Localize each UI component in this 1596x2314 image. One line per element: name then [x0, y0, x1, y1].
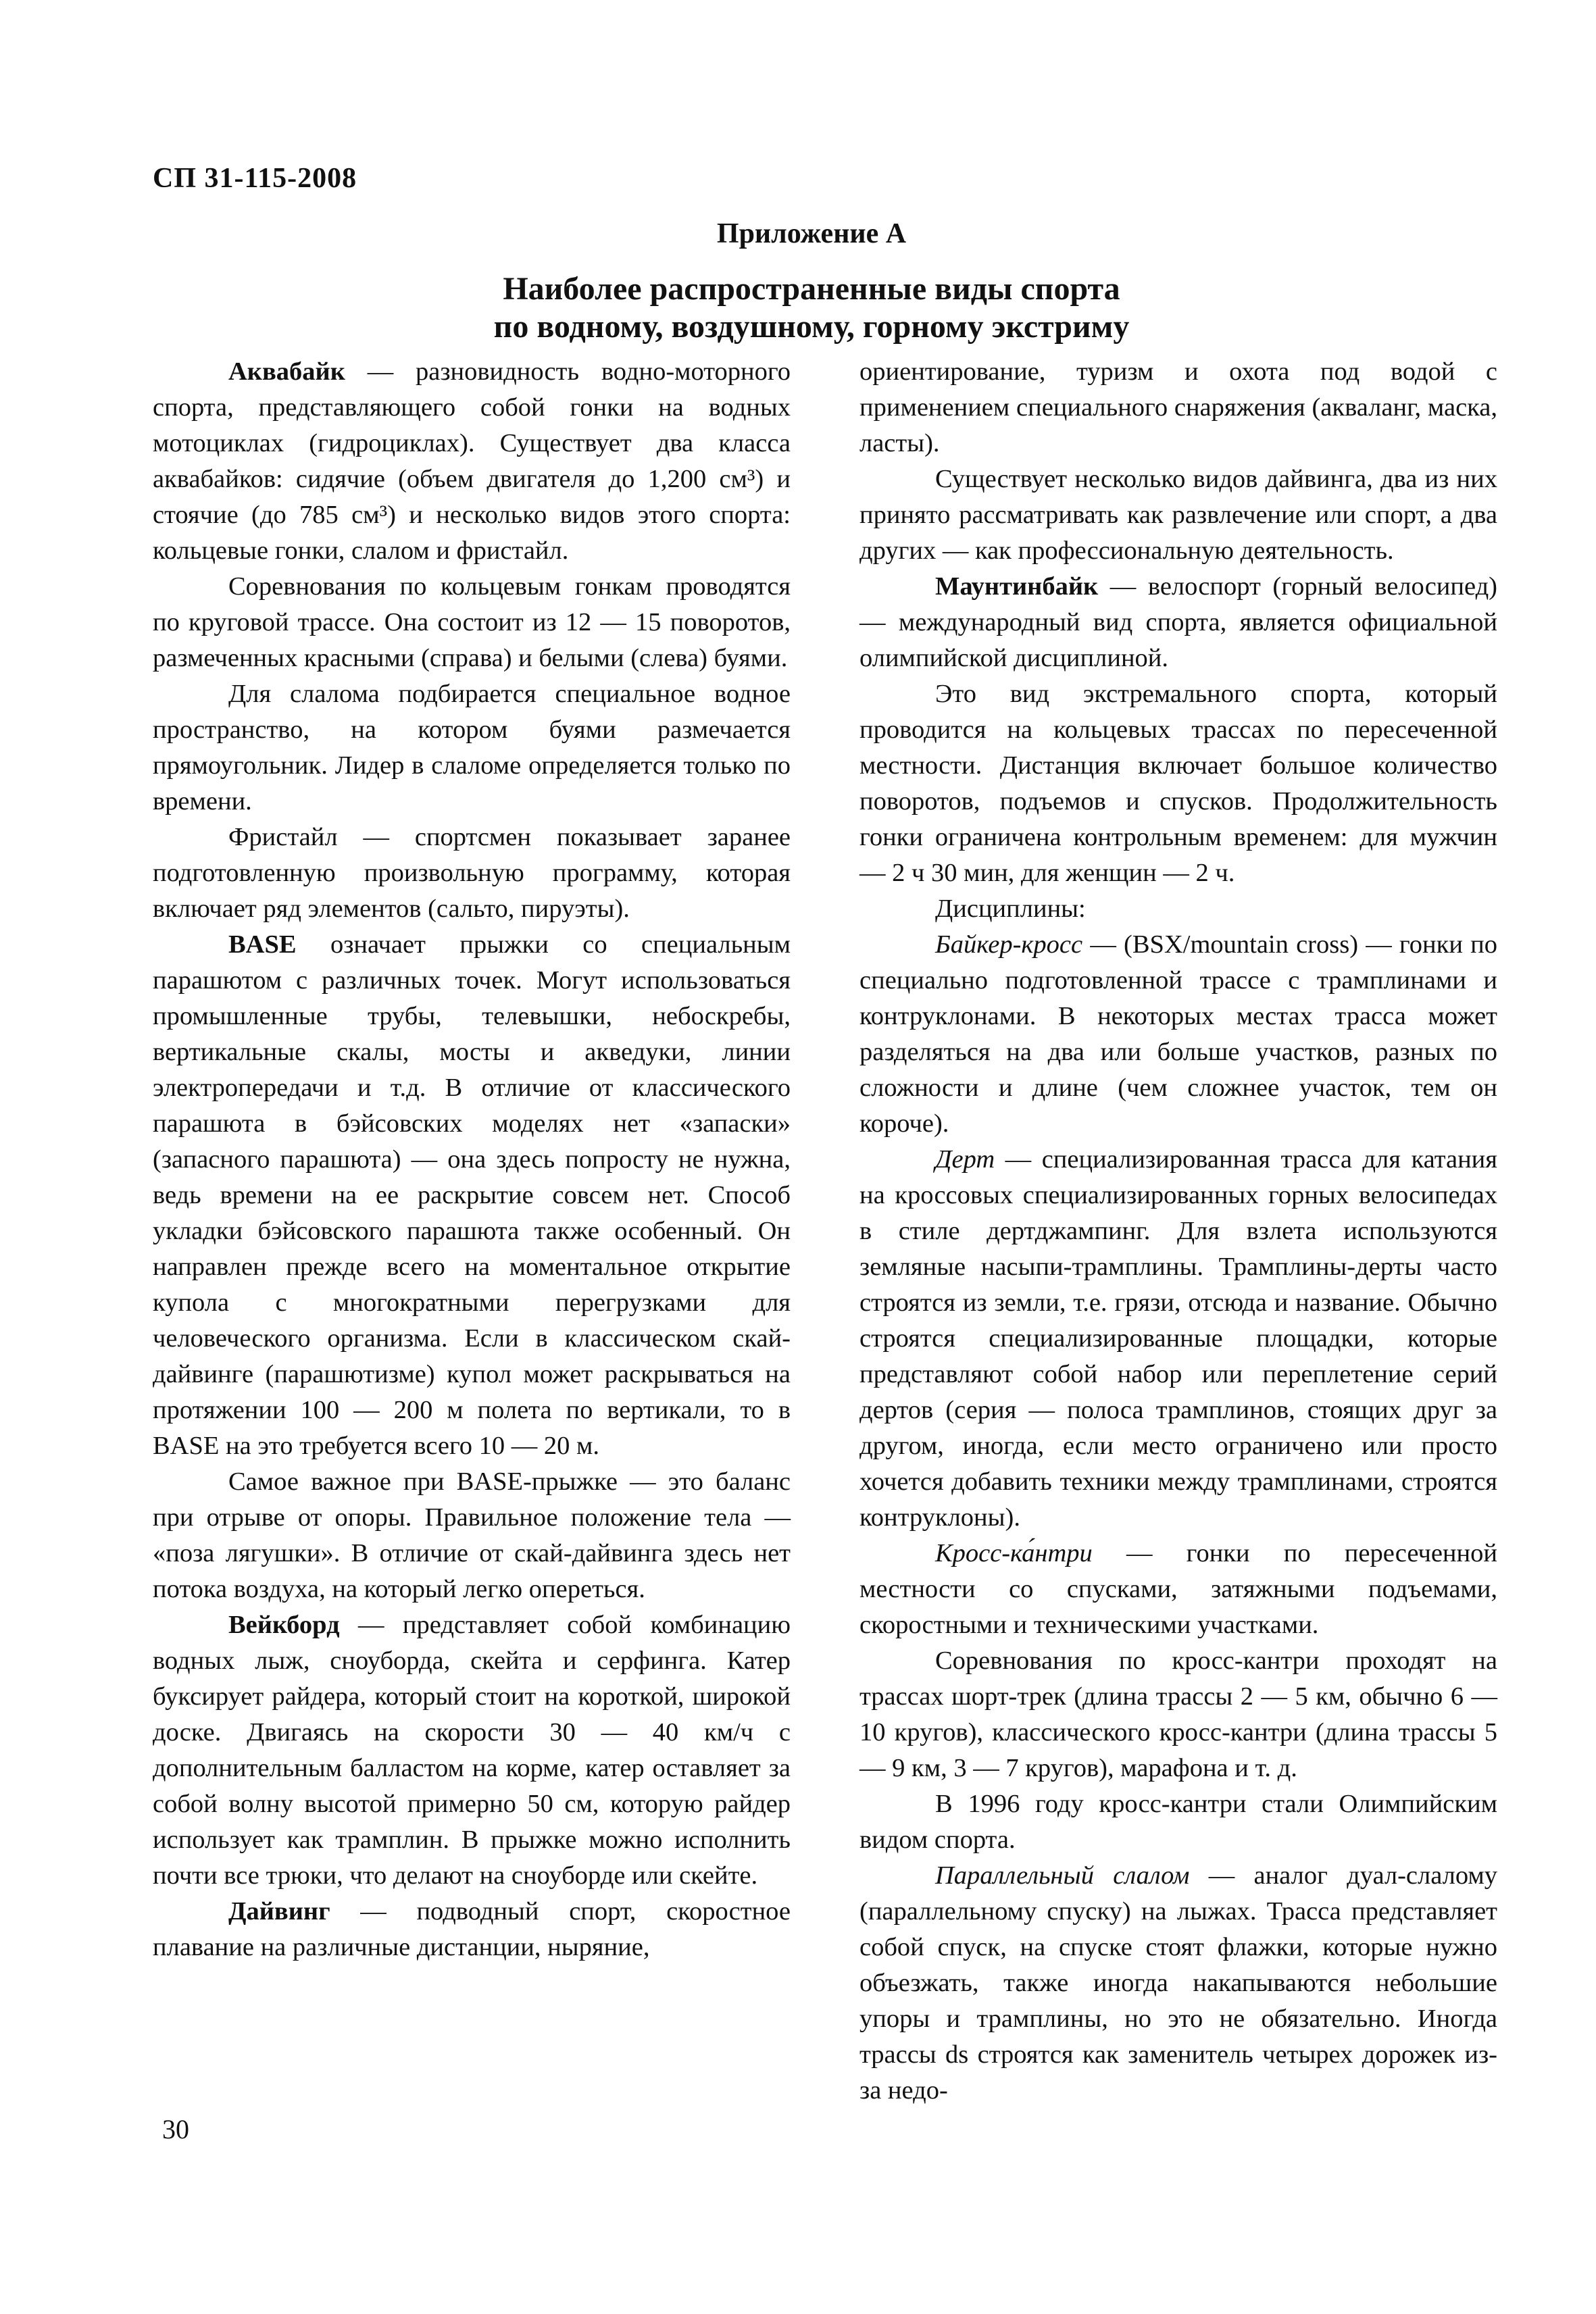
- paragraph-dirt: [859, 1142, 1497, 1536]
- paragraph-text: — велоспорт (горный велосипед) — международный вид спорта, является официальной олимпийской дисциплиной.: [859, 572, 1497, 672]
- paragraph-olympic: В 1996 году кросс-кантри стали Олимпийским видом спорта.: [859, 1790, 1497, 1854]
- title-line-2: по водному, воздушному, горному экстриму: [493, 309, 1130, 345]
- paragraph-text: означает прыжки со специальным парашютом с различных точек. Могут использоваться промышленные трубы, телевышки, небоскребы, вертикальные скалы, мосты и акведуки, линии электропередачи и т.д. В отличие от классического парашюта в бэйсовских моделях нет «запаски» (запасного парашюта) — она здесь попросту не нужна, ведь времени на ее раскрытие совсем нет. Способ укладки бэйсовского парашюта также особенный. Он направлен прежде всего на моментальное открытие купола с многократными перегрузками для человеческого организма. Если в классическом скай-дайвинге (парашютизме) купол может раскрываться на протяжении 100 — 200 м полета по вертикали, то в BASE на это требуется всего 10 — 20 м.: [153, 930, 791, 1460]
- paragraph-text: — подводный спорт, скоростное плавание на различные дистанции, ныряние,: [153, 1897, 791, 1961]
- paragraph-base-jump: Самое важное при BASE-прыжке — это баланс при отрыве от опоры. Правильное положение тела — «поза лягушки». В отличие от скай-дайвинга здесь нет потока воздуха, на который легко опереться.: [153, 1467, 791, 1603]
- paragraph-circuit-racing: Соревнования по кольцевым гонкам проводятся по круговой трассе. Она состоит из 12 — 15 поворотов, размеченных красными (справа) и белыми (слева) буями.: [153, 572, 791, 672]
- paragraph-slalom: Для слалома подбирается специальное водное пространство, на котором буями размечается прямоугольник. Лидер в слаломе определяется только по времени.: [153, 680, 791, 815]
- term-cross-country: Кросс-ка́нтри: [935, 1539, 1093, 1567]
- paragraph-diving-types: Существует несколько видов дайвинга, два из них принято рассматривать как развлечение или спорт, а два других — как профессиональную деятельность.: [859, 465, 1497, 565]
- paragraph-wakeboard: [153, 1607, 791, 1894]
- paragraph-diving-continued: ориентирование, туризм и охота под водой с применением специального снаряжения (акваланг, маска, ласты).: [859, 357, 1497, 457]
- left-column: [153, 354, 791, 1965]
- paragraph-extreme-sport: Это вид экстремального спорта, который проводится на кольцевых трассах по пересеченной местности. Дистанция включает большое количество поворотов, подъемов и спусков. Продолжительность гонки ограничена контрольным временем: для мужчин — 2 ч 30 мин, для женщин — 2 ч.: [859, 680, 1497, 887]
- paragraph-cross-country: [859, 1536, 1497, 1643]
- document-code: СП 31-115-2008: [153, 163, 357, 194]
- paragraph-base: [153, 927, 791, 1464]
- paragraph-cross-country-competitions: Соревнования по кросс-кантри проходят на трассах шорт-трек (длина трассы 2 — 5 км, обычно 6 — 10 кругов), классического кросс-кантри (длина трассы 5 — 9 км, 3 — 7 кругов), марафона и т. д.: [859, 1646, 1497, 1782]
- term-dirt: Дерт: [935, 1145, 995, 1174]
- paragraph-text: — разновидность водно-моторного спорта, представляющего собой гонки на водных мотоциклах (гидроциклах). Существует два класса аквабайков: сидячие (объем двигателя до 1,200 см³) и стоячие (до 785 см³) и несколько видов этого спорта: кольцевые гонки, слалом и фристайл.: [153, 357, 791, 565]
- paragraph-text: — представляет собой комбинацию водных лыж, сноуборда, скейта и серфинга. Катер буксирует райдера, который стоит на короткой, широкой доске. Двигаясь на скорости 30 — 40 км/ч с дополнительным балластом на корме, катер оставляет за собой волну высотой примерно 50 см, которую райдер использует как трамплин. В прыжке можно исполнить почти все трюки, что делают на сноуборде или скейте.: [153, 1611, 791, 1890]
- term-mountainbike: Маунтинбайк: [935, 572, 1099, 601]
- title-line-1: Наиболее распространенные виды спорта: [503, 271, 1120, 307]
- paragraph-text: — гонки по пересеченной местности со спусками, затяжными подъемами, скоростными и техническими участками.: [859, 1539, 1497, 1639]
- term-parallel-slalom: Параллельный слалом: [935, 1861, 1190, 1890]
- term-diving: Дайвинг: [228, 1897, 330, 1926]
- page-number: 30: [162, 2114, 189, 2144]
- paragraph-freestyle: Фристайл — спортсмен показывает заранее подготовленную произвольную программу, которая включает ряд элементов (сальто, пируэты).: [153, 823, 791, 923]
- paragraph-mountainbike: [859, 569, 1497, 676]
- term-aquabike: Аквабайк: [228, 357, 345, 386]
- paragraph-text: — специализированная трасса для катания на кроссовых специализированных горных велосипедах в стиле дертджампинг. Для взлета используются земляные насыпи-трамплины. Трамплины-дерты часто строятся из земли, т.е. грязи, отсюда и название. Обычно строятся специализированные площадки, которые представляют собой набор или переплетение серий дертов (серия — полоса трамплинов, стоящих друг за другом, иногда, если место ограничено или просто хочется добавить техники между трамплинами, строятся контруклоны).: [859, 1145, 1497, 1532]
- term-wakeboard: Вейкборд: [228, 1611, 340, 1639]
- section-title: [0, 270, 1596, 346]
- term-biker-cross: Байкер-кросс: [935, 930, 1083, 959]
- paragraph-text: — аналог дуал-слалому (параллельному спуску) на лыжах. Трасса представляет собой спуск, на спуске стоят флажки, которые нужно объезжать, также иногда накапываются небольшие упоры и трамплины, но это не обязательно. Иногда трассы ds строятся как заменитель четырех дорожек из-за недо-: [859, 1861, 1498, 2105]
- appendix-label: Приложение А: [716, 218, 907, 249]
- paragraph-parallel-slalom: [859, 1858, 1497, 2109]
- paragraph-text: — (BSX/mountain cross) — гонки по специально подготовленной трассе с трамплинами и контруклонами. В некоторых местах трасса может разделяться на два или больше участков, разных по сложности и длине (чем сложнее участок, тем он короче).: [859, 930, 1497, 1138]
- paragraph-disciplines: Дисциплины:: [935, 895, 1086, 923]
- paragraph-biker-cross: [859, 927, 1497, 1142]
- paragraph-aquabike: [153, 354, 791, 569]
- right-column: [859, 354, 1497, 2109]
- term-base: BASE: [228, 930, 297, 959]
- paragraph-diving: [153, 1894, 791, 1965]
